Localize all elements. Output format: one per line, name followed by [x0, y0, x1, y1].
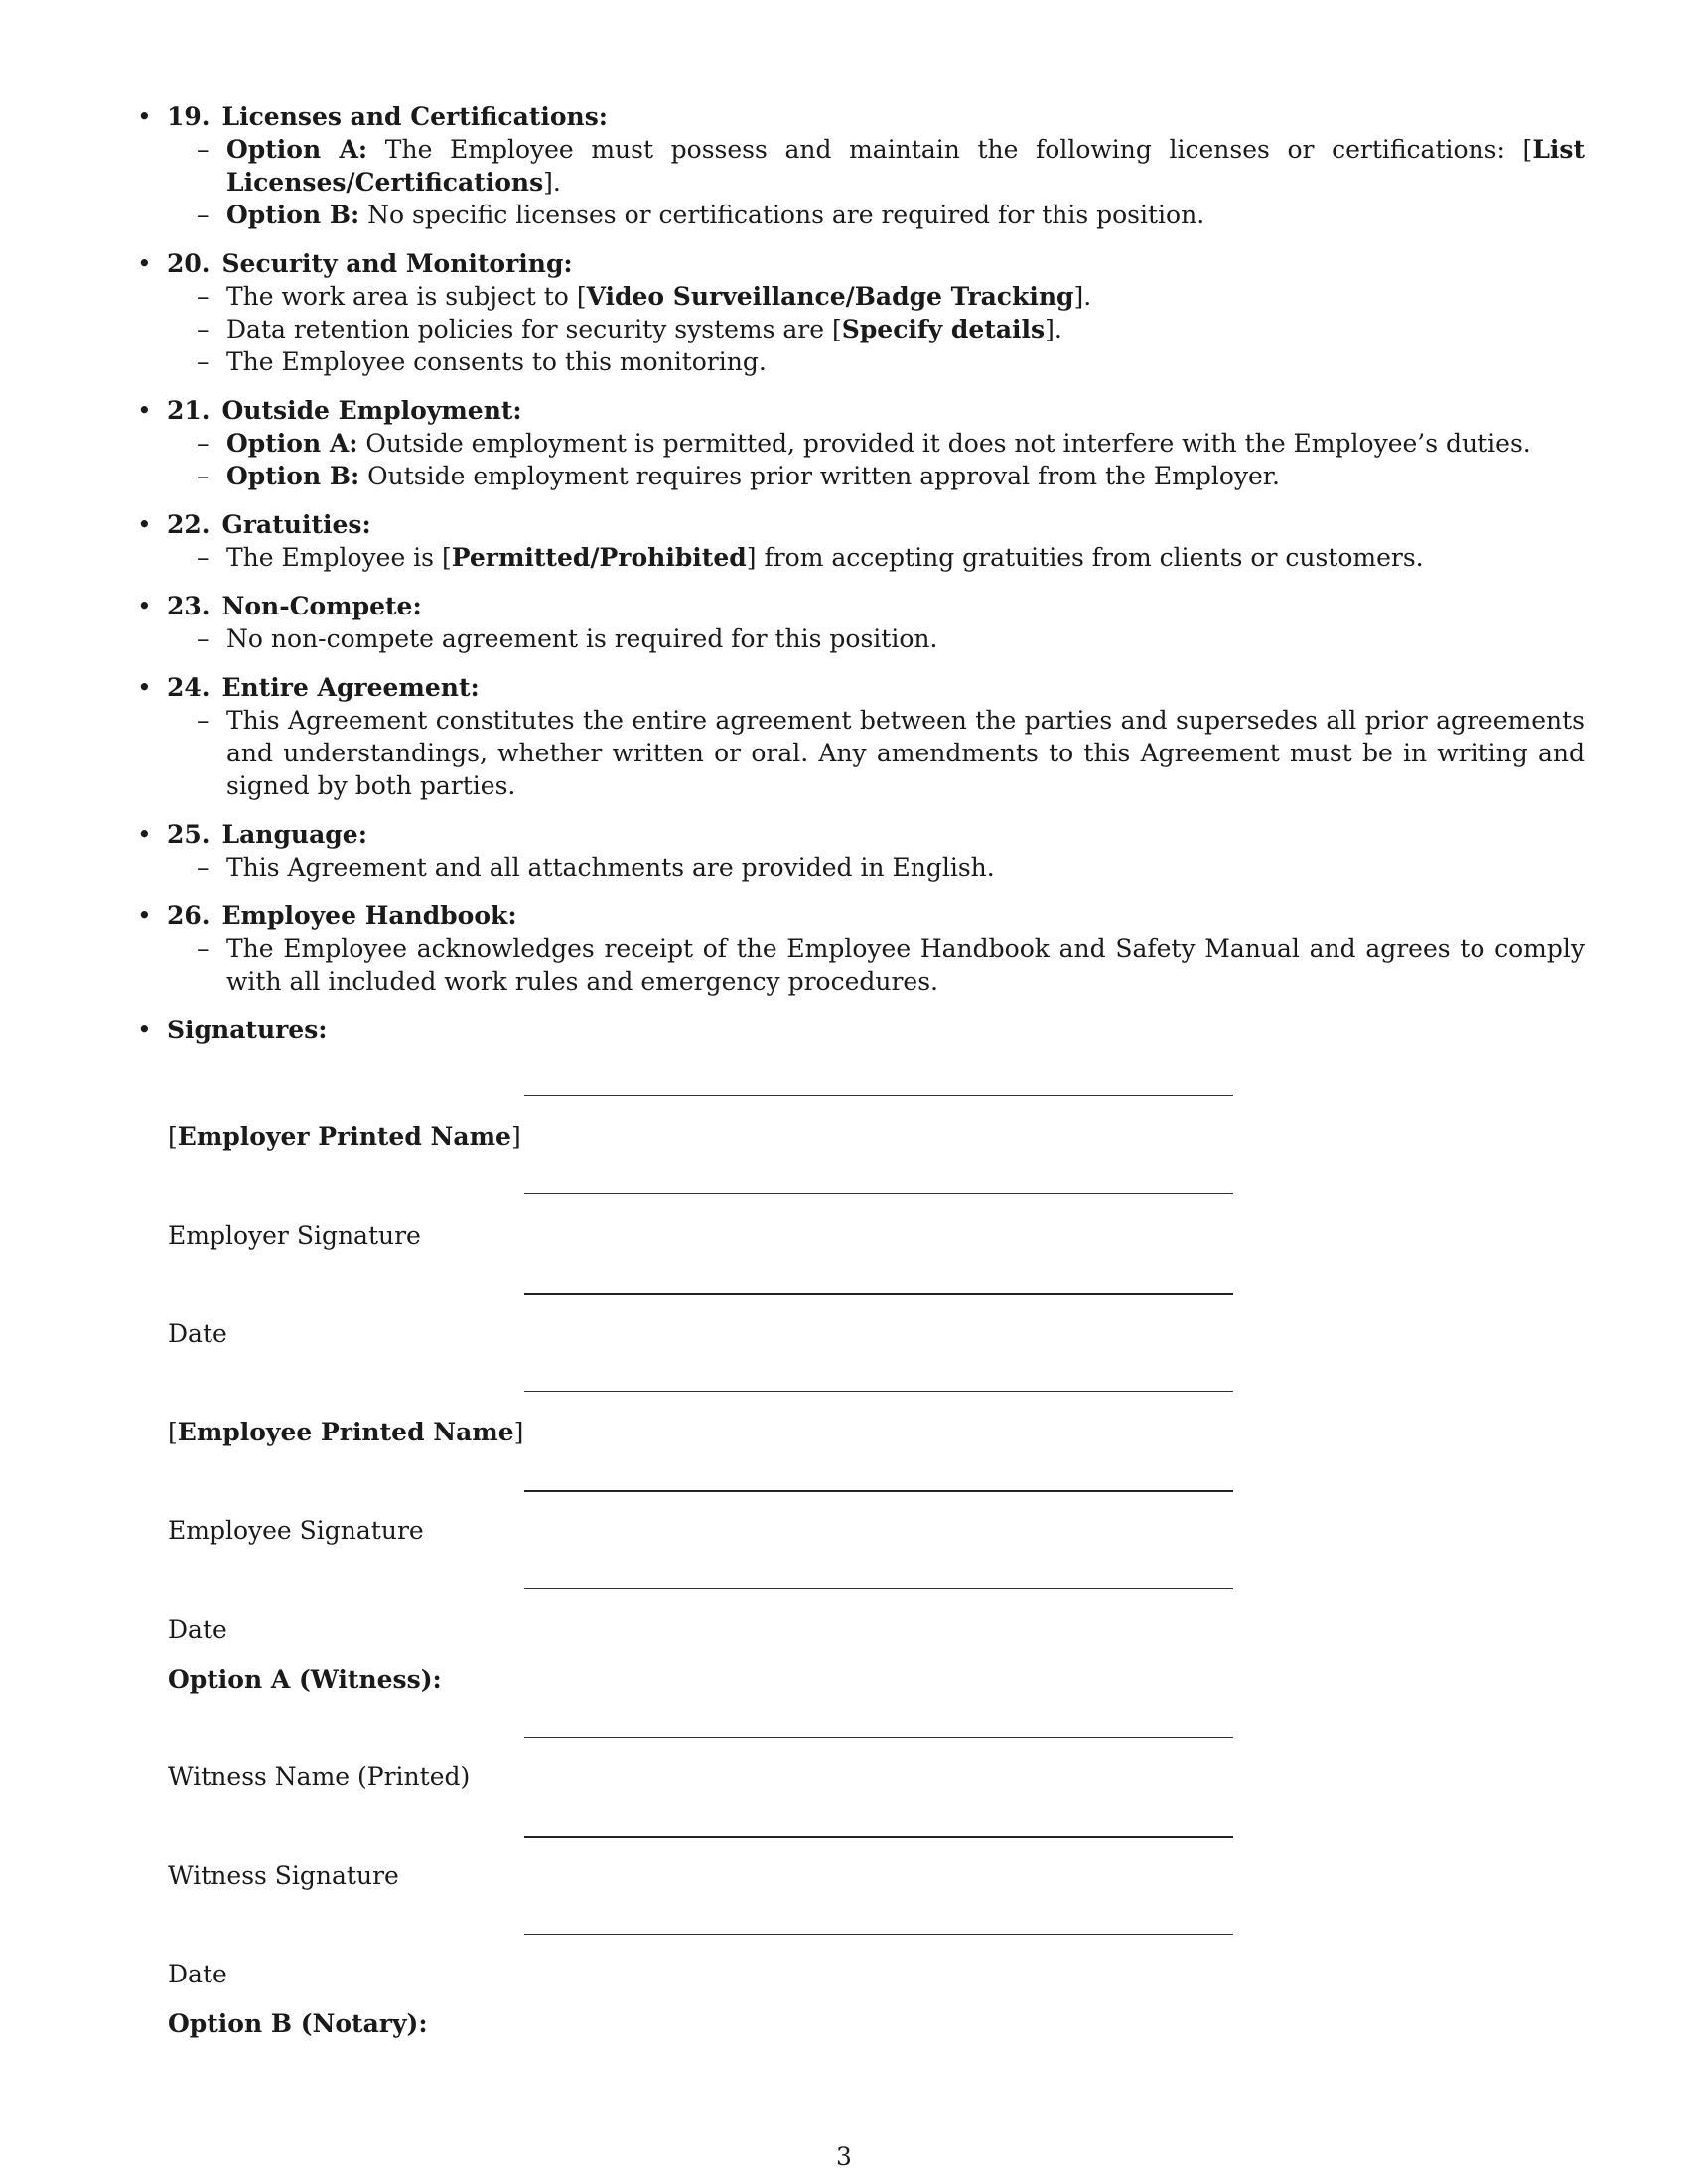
list-item: – This Agreement constitutes the entire agreement between the parties and supersedes all prior agreements and understandings, whether written or oral. Any amendments to this Agreement must be in writing and signed by both parties.: [197, 706, 1585, 800]
dash-icon: –: [197, 135, 210, 164]
section-20: [135, 247, 1585, 378]
dash-icon: –: [197, 624, 210, 653]
bullet-icon: •: [137, 901, 152, 930]
list-item: – No non-compete agreement is required for this position.: [197, 624, 938, 653]
section-22: [135, 508, 1585, 574]
section-24: [135, 671, 1585, 802]
section-23: [135, 590, 1585, 655]
witness-date-line[interactable]: [524, 1934, 1233, 1935]
list-item: – Option B: Outside employment requires prior written approval from the Employer.: [197, 462, 1280, 490]
section-heading: 23. Non-Compete:: [167, 592, 422, 620]
list-item: – The Employee is [Permitted/Prohibited] from accepting gratuities from clients or customers.: [197, 543, 1424, 572]
dash-icon: –: [197, 706, 210, 735]
list-item: – Option B: No specific licenses or certifications are required for this position.: [197, 201, 1205, 229]
list-item: – The Employee consents to this monitoring.: [197, 347, 767, 376]
employee-signature-label: Employee Signature: [168, 1516, 424, 1545]
list-item: – Option A: Outside employment is permitted, provided it does not interfere with the Employee’s duties.: [197, 429, 1531, 458]
section-heading: 26. Employee Handbook:: [167, 901, 517, 930]
section-26: [135, 899, 1585, 998]
dash-icon: –: [197, 315, 210, 343]
dash-icon: –: [197, 853, 210, 882]
bullet-icon: •: [137, 396, 152, 425]
employer-date-line[interactable]: [524, 1293, 1233, 1295]
section-25: [135, 818, 1585, 884]
dash-icon: –: [197, 282, 210, 311]
employer-signature-label: Employer Signature: [168, 1221, 421, 1250]
section-heading: 22. Gratuities:: [167, 510, 371, 539]
employer-printed-name-label: [Employer Printed Name]: [168, 1122, 521, 1151]
signatures-heading: Signatures:: [167, 1016, 328, 1044]
dash-icon: –: [197, 462, 210, 490]
clause-list: [135, 100, 1585, 1062]
list-item: – This Agreement and all attachments are provided in English.: [197, 853, 995, 882]
option-a-witness-heading: Option A (Witness):: [168, 1665, 442, 1694]
section-21: [135, 394, 1585, 492]
dash-icon: –: [197, 347, 210, 376]
list-item: – Data retention policies for security systems are [Specify details].: [197, 315, 1062, 343]
witness-signature-line[interactable]: [524, 1836, 1233, 1838]
dash-icon: –: [197, 429, 210, 458]
page-number: 3: [836, 2142, 852, 2171]
witness-name-line[interactable]: [524, 1737, 1233, 1738]
employee-date-label: Date: [168, 1615, 227, 1644]
list-item: – The Employee acknowledges receipt of the Employee Handbook and Safety Manual and agrees to comply with all included work rules and emergency procedures.: [197, 934, 1585, 996]
employee-signature-line[interactable]: [524, 1490, 1233, 1492]
witness-signature-label: Witness Signature: [168, 1861, 399, 1890]
section-heading: 24. Entire Agreement:: [167, 673, 480, 702]
bullet-icon: •: [137, 102, 152, 131]
bullet-icon: •: [137, 592, 152, 620]
signatures-section: [135, 1014, 1585, 1046]
section-heading: 25. Language:: [167, 820, 367, 849]
employer-signature-line[interactable]: [524, 1193, 1233, 1194]
bullet-icon: •: [137, 1016, 152, 1044]
witness-date-label: Date: [168, 1960, 227, 1988]
employee-printed-name-label: [Employee Printed Name]: [168, 1418, 524, 1446]
employer-printed-name-line[interactable]: [524, 1095, 1233, 1096]
bullet-icon: •: [137, 673, 152, 702]
section-heading: 19. Licenses and Certifications:: [167, 102, 609, 131]
list-item: – The work area is subject to [Video Surveillance/Badge Tracking].: [197, 282, 1092, 311]
employee-printed-name-line[interactable]: [524, 1391, 1233, 1392]
witness-name-label: Witness Name (Printed): [168, 1762, 471, 1791]
dash-icon: –: [197, 934, 210, 963]
bullet-icon: •: [137, 510, 152, 539]
dash-icon: –: [197, 201, 210, 229]
option-b-notary-heading: Option B (Notary):: [168, 2009, 428, 2038]
section-heading: 21. Outside Employment:: [167, 396, 522, 425]
list-item: – Option A: The Employee must possess and maintain the following licenses or certifications: [List Licenses/Certifications].: [197, 135, 1586, 197]
bullet-icon: •: [137, 249, 152, 278]
section-heading: 20. Security and Monitoring:: [167, 249, 573, 278]
bullet-icon: •: [137, 820, 152, 849]
employer-date-label: Date: [168, 1319, 227, 1348]
section-19: [135, 100, 1585, 231]
employee-date-line[interactable]: [524, 1588, 1233, 1589]
dash-icon: –: [197, 543, 210, 572]
